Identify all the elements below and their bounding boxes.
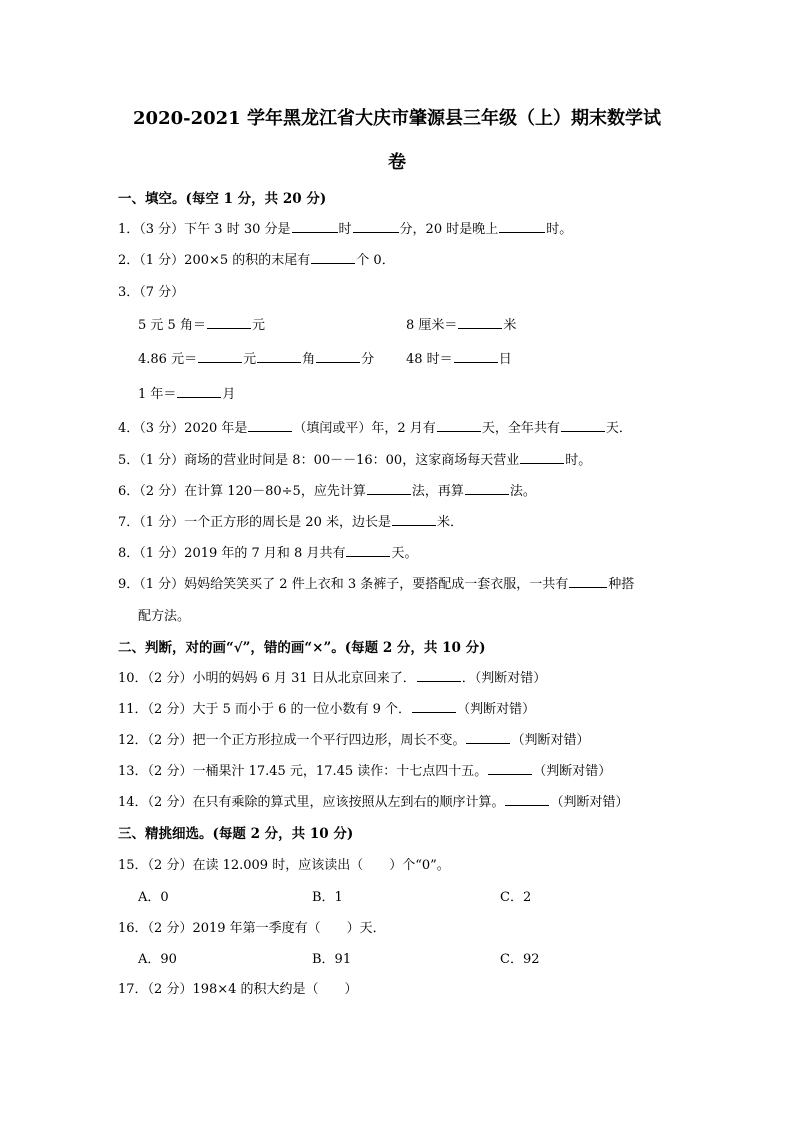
- question-1: 1．（3 分）下午 3 时 30 分是 时 分，20 时是晚上 时。: [118, 222, 573, 237]
- question-16-stem: 16．（2 分）2019 年第一季度有（ ）天．: [118, 921, 386, 936]
- answer-blank[interactable]: [437, 419, 481, 432]
- page-title-line1: 2020-2021 学年黑龙江省大庆市肇源县三年级（上）期末数学试: [133, 108, 661, 129]
- option-c[interactable]: C．2: [500, 890, 532, 905]
- question-8: 8．（1 分）2019 年的 7 月和 8 月共有 天。: [118, 546, 418, 561]
- option-c[interactable]: C．92: [500, 952, 540, 967]
- answer-blank[interactable]: [454, 350, 498, 363]
- answer-blank[interactable]: [292, 220, 338, 233]
- question-5: 5．（1 分）商场的营业时间是 8：00－－16：00，这家商场每天营业 时。: [118, 453, 592, 468]
- question-3-row2-right: 48 时＝ 日: [406, 352, 512, 367]
- question-3-row1-right: 8 厘米＝ 米: [406, 318, 517, 333]
- question-3-row3: 1 年＝ 月: [138, 387, 236, 402]
- section1-heading: 一、填空。(每空 1 分，共 20 分): [118, 191, 327, 207]
- answer-blank[interactable]: [561, 419, 605, 432]
- answer-blank[interactable]: [520, 451, 564, 464]
- answer-blank[interactable]: [177, 385, 221, 398]
- question-17-stem: 17．（2 分）198×4 的积大约是（ ）: [118, 982, 358, 997]
- answer-blank[interactable]: [311, 251, 355, 264]
- answer-blank[interactable]: [412, 700, 456, 713]
- answer-blank[interactable]: [488, 762, 532, 775]
- question-13: 13．（2 分）一桶果汁 17.45 元，17.45 读作：十七点四十五。 （判断对错）: [118, 764, 612, 779]
- question-4: 4．（3 分）2020 年是 （填闰或平）年，2 月有 天，全年共有 天．: [118, 421, 632, 436]
- section3-heading: 三、精挑细选。(每题 2 分，共 10 分): [118, 826, 354, 842]
- answer-blank[interactable]: [353, 220, 399, 233]
- answer-blank[interactable]: [257, 350, 301, 363]
- answer-blank[interactable]: [316, 350, 360, 363]
- question-2: 2．（1 分）200×5 的积的末尾有 个 0．: [118, 253, 395, 268]
- answer-blank[interactable]: [465, 482, 509, 495]
- question-10: 10．（2 分）小明的妈妈 6 月 31 日从北京回来了． ．（判断对错）: [118, 671, 547, 686]
- answer-blank[interactable]: [207, 316, 251, 329]
- question-9-continued: 配方法。: [138, 609, 191, 624]
- option-a[interactable]: A．90: [138, 952, 177, 967]
- answer-blank[interactable]: [346, 544, 390, 557]
- question-15-stem: 15．（2 分）在读 12.009 时，应该读出（ ）个“0”。: [118, 858, 450, 873]
- question-7: 7．（1 分）一个正方形的周长是 20 米，边长是 米．: [118, 515, 463, 530]
- page-title-line2: 卷: [388, 152, 406, 173]
- answer-blank[interactable]: [499, 220, 545, 233]
- section2-heading: 二、判断，对的画“√”，错的画“×”。(每题 2 分，共 10 分): [118, 640, 486, 656]
- option-a[interactable]: A．0: [138, 890, 169, 905]
- answer-blank[interactable]: [466, 731, 510, 744]
- question-11: 11．（2 分）大于 5 而小于 6 的一位小数有 9 个． （判断对错）: [118, 702, 536, 717]
- question-14: 14．（2 分）在只有乘除的算式里，应该按照从左到右的顺序计算。 （判断对错）: [118, 795, 629, 810]
- option-b[interactable]: B．91: [312, 952, 352, 967]
- question-6: 6．（2 分）在计算 120－80÷5，应先计算 法，再算 法。: [118, 484, 536, 499]
- question-12: 12．（2 分）把一个正方形拉成一个平行四边形，周长不变。 （判断对错）: [118, 733, 590, 748]
- question-3-head: 3．（7 分）: [118, 285, 185, 300]
- answer-blank[interactable]: [392, 513, 436, 526]
- answer-blank[interactable]: [505, 793, 549, 806]
- answer-blank[interactable]: [458, 316, 502, 329]
- question-9: 9．（1 分）妈妈给笑笑买了 2 件上衣和 3 条裤子，要搭配成一套衣服，一共有 种搭: [118, 577, 635, 592]
- answer-blank[interactable]: [248, 419, 292, 432]
- question-3-row2-left: 4.86 元＝ 元 角 分: [138, 352, 375, 367]
- answer-blank[interactable]: [198, 350, 242, 363]
- question-3-row1-left: 5 元 5 角＝ 元: [138, 318, 265, 333]
- option-b[interactable]: B．1: [312, 890, 343, 905]
- answer-blank[interactable]: [417, 669, 461, 682]
- answer-blank[interactable]: [367, 482, 411, 495]
- answer-blank[interactable]: [569, 575, 607, 588]
